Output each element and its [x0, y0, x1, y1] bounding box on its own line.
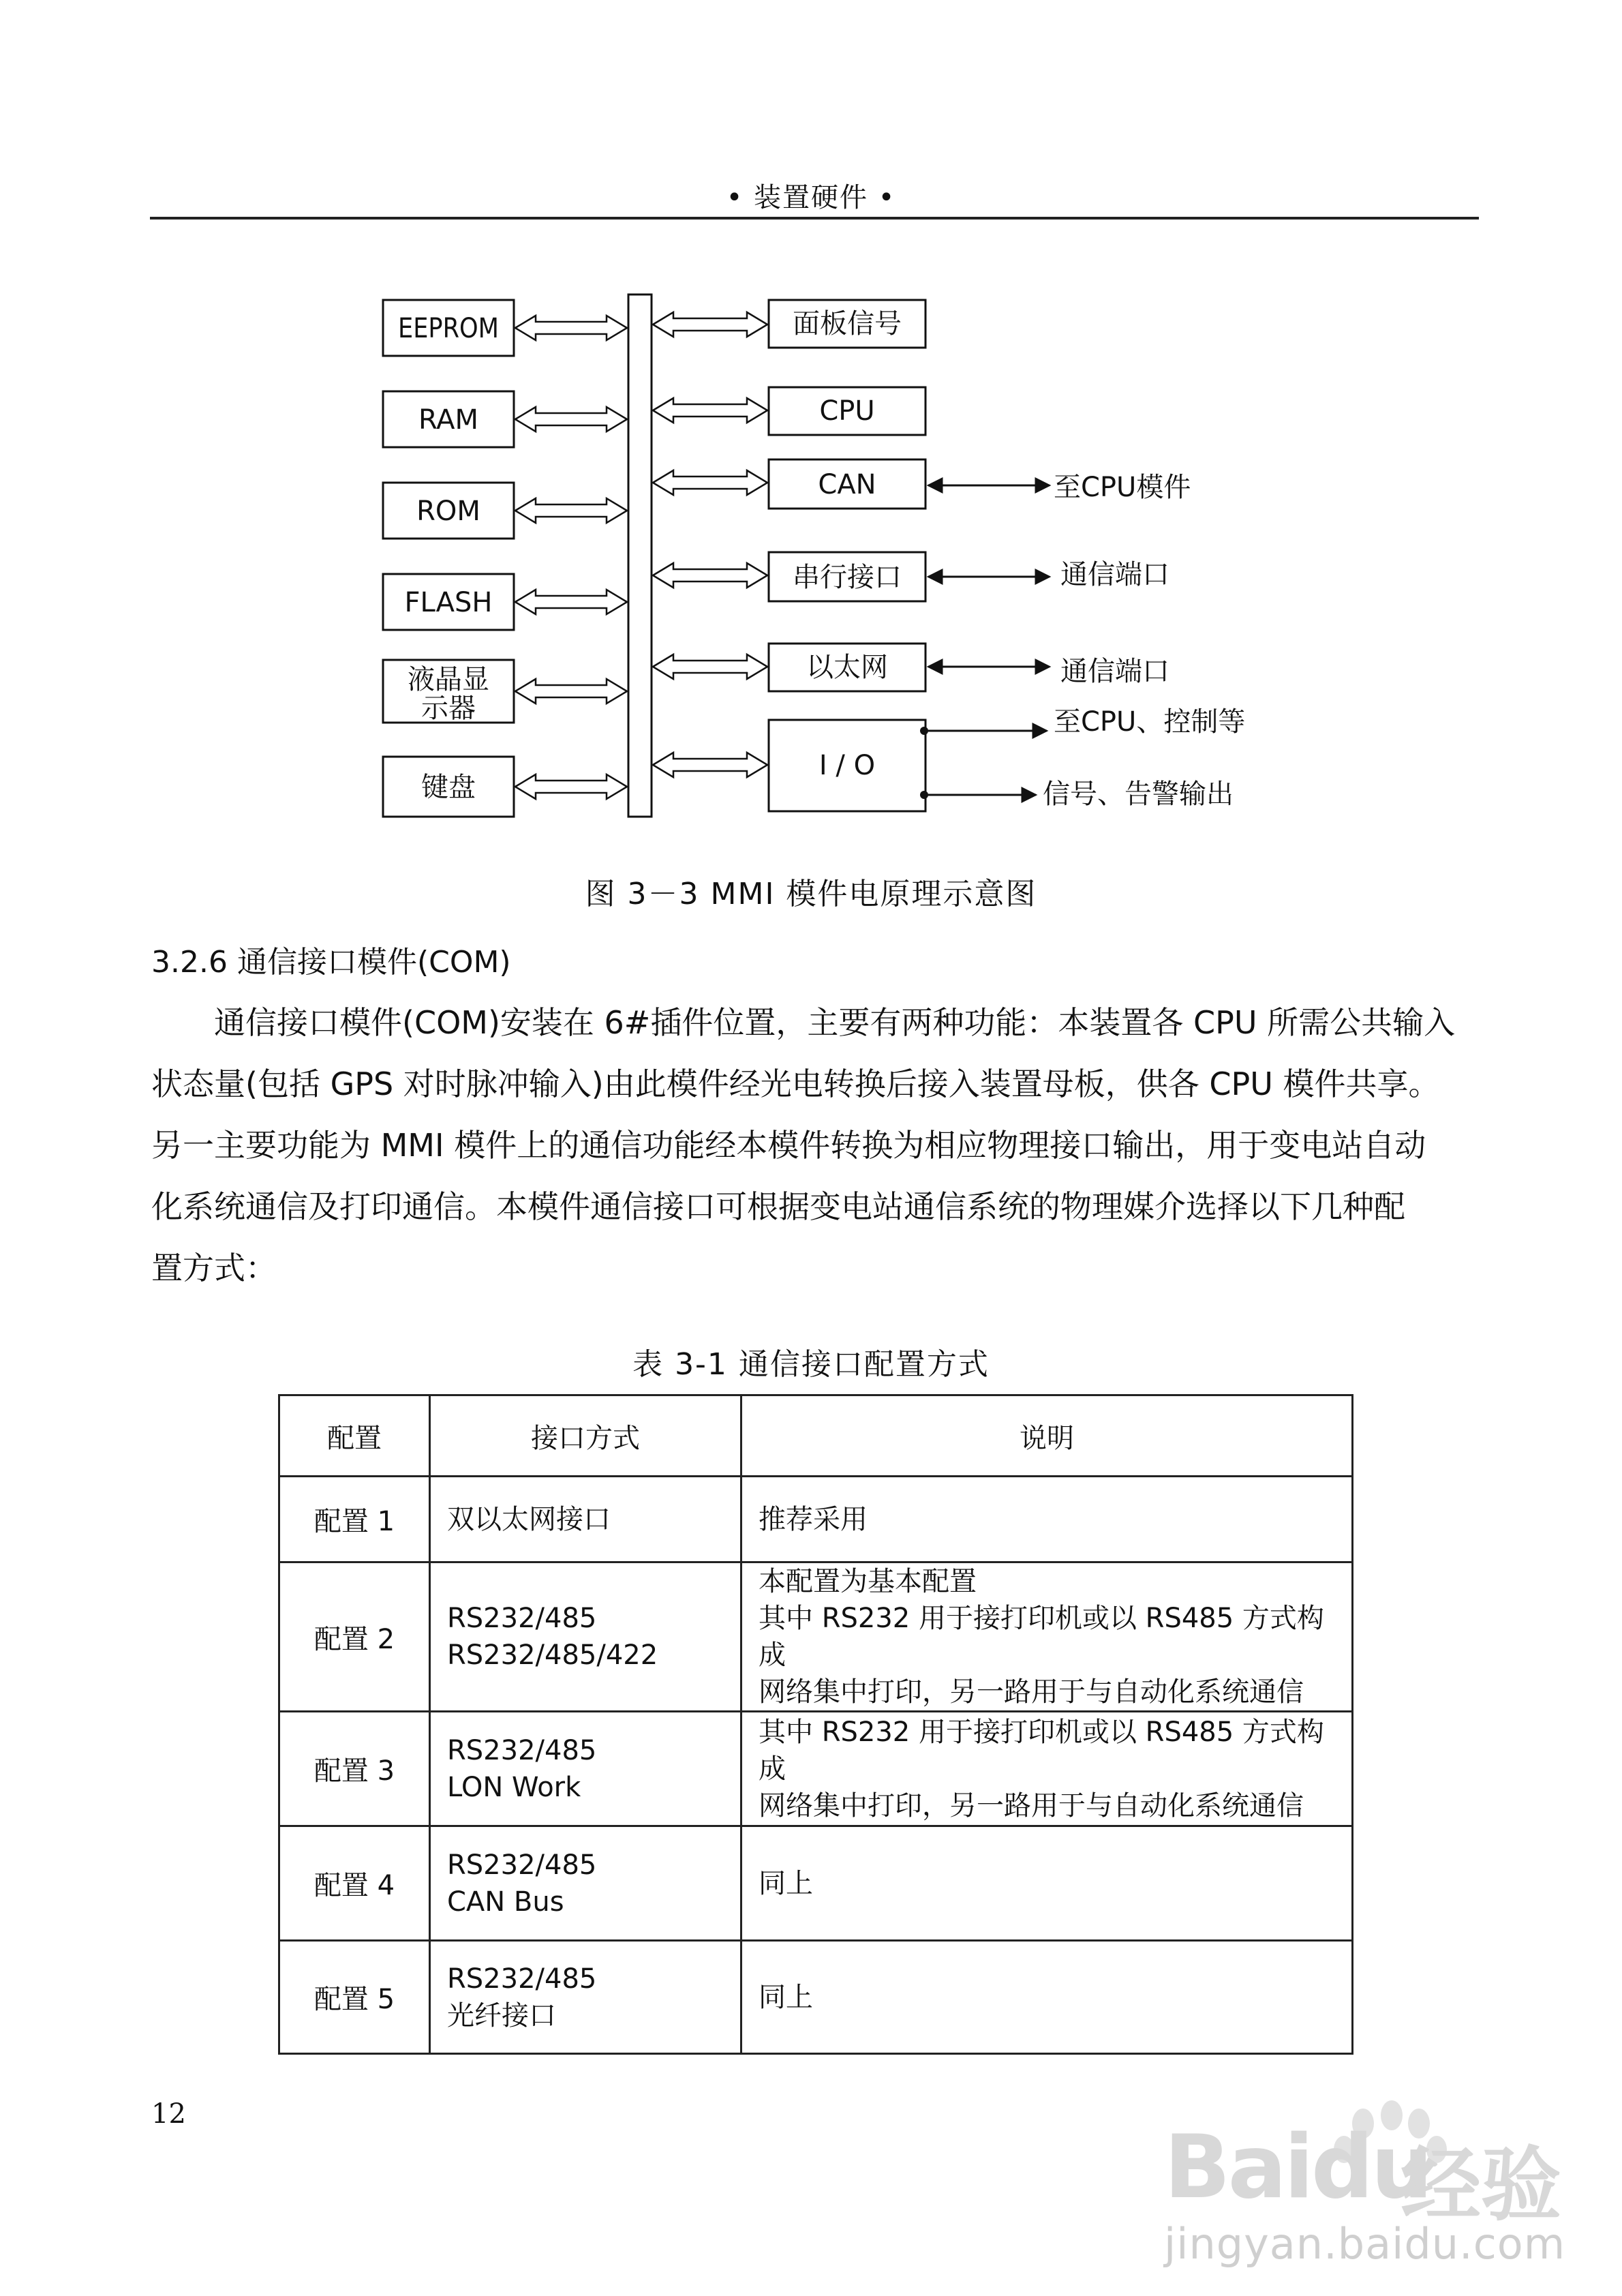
left-box-label: EEPROM — [398, 313, 499, 344]
config-table — [278, 1394, 1353, 2055]
watermark-brand-cn: 经验 — [1401, 2138, 1562, 2232]
interface-line: 双以太网接口 — [447, 1503, 611, 1535]
watermark-brand: Baidu — [1164, 2117, 1430, 2218]
config-cell: 配置 3 — [279, 1712, 430, 1826]
description-cell — [741, 1826, 1353, 1941]
left-bus-arrows — [515, 316, 627, 799]
description-line: 同上 — [759, 1981, 813, 2013]
left-box-label: 键盘 — [421, 772, 476, 803]
table-header-cell: 接口方式 — [430, 1395, 741, 1477]
description-line: 其中 RS232 用于接打印机或以 RS485 方式构成 — [759, 1716, 1324, 1785]
block-arrow — [653, 470, 767, 495]
lcd-label-line-2: 示器 — [421, 693, 476, 724]
block-arrow — [653, 398, 767, 423]
interface-line: RS232/485 — [447, 1734, 597, 1766]
config-cell: 配置 1 — [279, 1477, 430, 1562]
interface-line: 光纤接口 — [447, 1999, 556, 2031]
config-cell: 配置 4 — [279, 1826, 430, 1941]
interface-line: RS232/485 — [447, 1603, 597, 1634]
table-header-cell: 说明 — [741, 1395, 1353, 1477]
right-box-ethernet — [769, 644, 925, 691]
description-line: 网络集中打印，另一路用于与自动化系统通信 — [759, 1789, 1304, 1822]
left-box-ram — [383, 391, 514, 447]
ethernet-link-label: 通信端口 — [1060, 656, 1169, 687]
interface-cell — [430, 1826, 741, 1941]
block-arrow — [515, 679, 627, 704]
left-box-lcd — [383, 660, 514, 724]
right-box-label: CAN — [818, 469, 876, 500]
interface-line: CAN Bus — [447, 1886, 564, 1918]
right-box-cpu — [769, 387, 925, 435]
block-arrow — [515, 774, 627, 799]
interface-cell — [430, 1562, 741, 1712]
serial-link-label: 通信端口 — [1060, 559, 1169, 590]
block-arrow — [515, 407, 627, 432]
table-header-cell: 配置 — [279, 1395, 430, 1477]
block-arrow — [515, 498, 627, 523]
table-row — [279, 1477, 1353, 1562]
right-box-io — [769, 720, 925, 811]
io-output-label-2: 信号、告警输出 — [1043, 779, 1234, 810]
description-cell — [741, 1941, 1353, 2054]
description-line: 推荐采用 — [759, 1503, 868, 1535]
interface-line: RS232/485 — [447, 1849, 597, 1881]
config-cell: 配置 5 — [279, 1941, 430, 2054]
right-box-label: 以太网 — [806, 652, 888, 683]
left-box-keyboard — [383, 757, 514, 817]
block-arrow — [515, 590, 627, 614]
page-number: 12 — [151, 2098, 186, 2130]
right-box-can — [769, 459, 925, 509]
left-box-flash — [383, 574, 514, 630]
left-box-label: FLASH — [404, 587, 493, 618]
right-box-label: 串行接口 — [793, 562, 902, 593]
left-box-eeprom — [383, 300, 514, 356]
paragraph-line: 化系统通信及打印通信。本模件通信接口可根据变电站通信系统的物理媒介选择以下几种配 — [151, 1188, 1405, 1225]
right-box-panel-signal — [769, 300, 925, 348]
interface-line: LON Work — [447, 1771, 581, 1803]
central-bus — [628, 294, 652, 817]
description-line: 网络集中打印，另一路用于与自动化系统通信 — [759, 1676, 1304, 1708]
lcd-label-line-1: 液晶显 — [408, 664, 489, 695]
right-box-serial — [769, 552, 925, 601]
description-line: 本配置为基本配置 — [759, 1566, 977, 1597]
table-row — [279, 1826, 1353, 1941]
io-output-label-1: 至CPU、控制等 — [1054, 706, 1246, 738]
table-caption: 表 3-1 通信接口配置方式 — [632, 1347, 990, 1382]
paragraph-line: 状态量(包括 GPS 对时脉冲输入)由此模件经光电转换后接入装置母板，供各 CPU 模件共享。 — [151, 1066, 1440, 1102]
description-cell — [741, 1562, 1353, 1712]
paragraph-line: 另一主要功能为 MMI 模件上的通信功能经本模件转换为相应物理接口输出，用于变电站自动 — [151, 1127, 1426, 1164]
right-bus-arrows — [653, 312, 767, 777]
table-row — [279, 1941, 1353, 2054]
interface-line: RS232/485 — [447, 1963, 597, 1995]
block-arrow — [653, 753, 767, 777]
right-box-label: I / O — [818, 750, 876, 781]
body-paragraph — [151, 992, 1480, 1299]
block-arrow — [515, 316, 627, 340]
description-line: 其中 RS232 用于接打印机或以 RS485 方式构成 — [759, 1603, 1324, 1671]
description-cell — [741, 1477, 1353, 1562]
page-header: • 装置硬件 • — [726, 182, 896, 213]
config-cell: 配置 2 — [279, 1562, 430, 1712]
table-header-row — [279, 1395, 1353, 1477]
block-arrow — [653, 312, 767, 337]
table-row — [279, 1712, 1353, 1826]
left-box-label: RAM — [418, 404, 479, 436]
watermark-url: jingyan.baidu.com — [1164, 2219, 1566, 2269]
right-box-label: 面板信号 — [793, 308, 902, 339]
table-row — [279, 1562, 1353, 1712]
block-arrow — [653, 654, 767, 679]
description-line: 同上 — [759, 1867, 813, 1899]
interface-cell — [430, 1712, 741, 1826]
interface-cell — [430, 1477, 741, 1562]
interface-line: RS232/485/422 — [447, 1640, 658, 1671]
block-arrow — [653, 563, 767, 588]
paragraph-line: 置方式： — [151, 1250, 277, 1286]
left-box-rom — [383, 483, 514, 539]
can-link-label: 至CPU模件 — [1054, 472, 1191, 503]
description-cell — [741, 1712, 1353, 1826]
interface-cell — [430, 1941, 741, 2054]
right-box-label: CPU — [819, 395, 875, 427]
figure-caption: 图 3－3 MMI 模件电原理示意图 — [585, 877, 1037, 911]
left-box-label: ROM — [416, 496, 480, 527]
section-title: 3.2.6 通信接口模件(COM) — [151, 945, 511, 980]
mmi-block-diagram — [0, 0, 1622, 859]
paragraph-line: 通信接口模件(COM)安装在 6#插件位置，主要有两种功能：本装置各 CPU 所需公共输入 — [214, 1004, 1456, 1041]
